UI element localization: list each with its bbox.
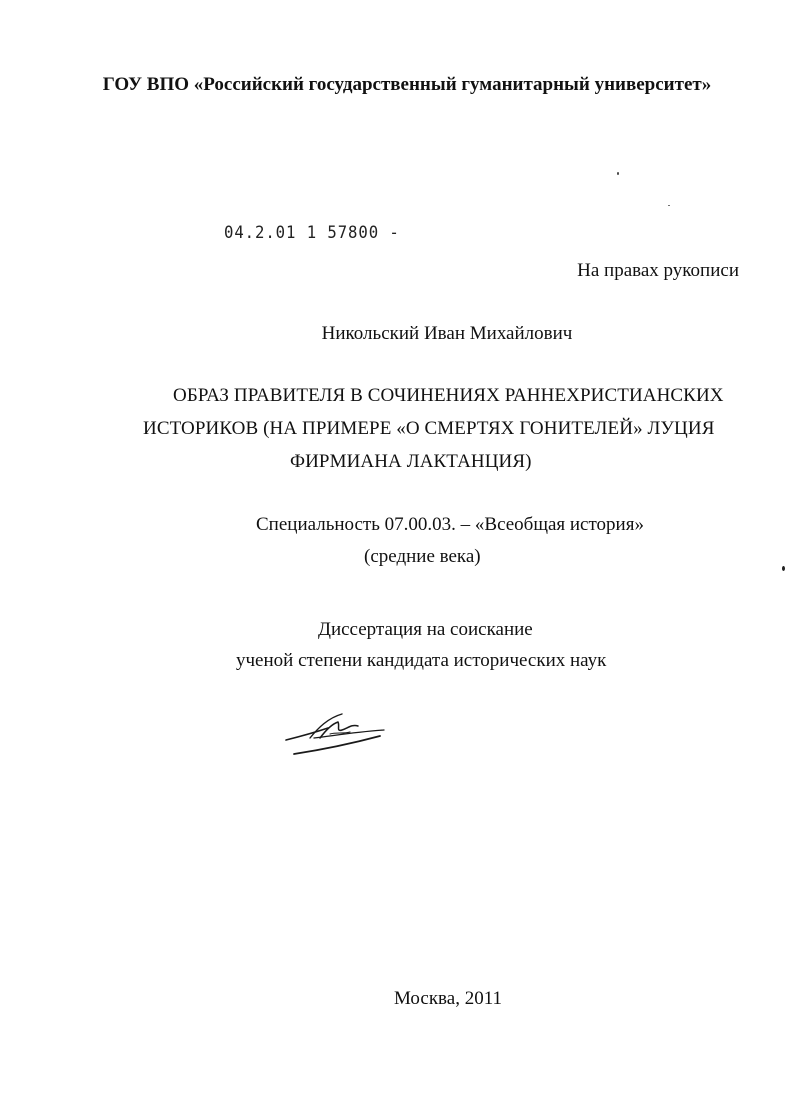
institution-name: ГОУ ВПО «Российский государственный гуманитарный университет» (102, 74, 712, 95)
scan-speck (668, 205, 670, 206)
dissertation-title-line-2: ИСТОРИКОВ (НА ПРИМЕРЕ «О СМЕРТЯХ ГОНИТЕЛЕЙ» ЛУЦИЯ (143, 418, 715, 439)
city-and-year: Москва, 2011 (394, 988, 503, 1009)
dissertation-purpose-line-1: Диссертация на соискание (318, 619, 533, 640)
manuscript-note: На правах рукописи (577, 260, 739, 281)
specialty-line: Специальность 07.00.03. – «Всеобщая история» (256, 514, 644, 535)
scan-speck (782, 566, 785, 571)
handwritten-signature (280, 708, 390, 763)
dissertation-title-line-3: ФИРМИАНА ЛАКТАНЦИЯ) (290, 451, 532, 472)
author-name: Никольский Иван Михайлович (321, 323, 573, 344)
specialty-subfield: (средние века) (364, 546, 481, 567)
dissertation-purpose-line-2: ученой степени кандидата исторических наук (236, 650, 607, 671)
registration-stamp-number: 04.2.01 1 57800 - (224, 223, 400, 243)
dissertation-title-line-1: ОБРАЗ ПРАВИТЕЛЯ В СОЧИНЕНИЯХ РАННЕХРИСТИАНСКИХ (173, 385, 724, 406)
scan-speck (617, 172, 619, 175)
